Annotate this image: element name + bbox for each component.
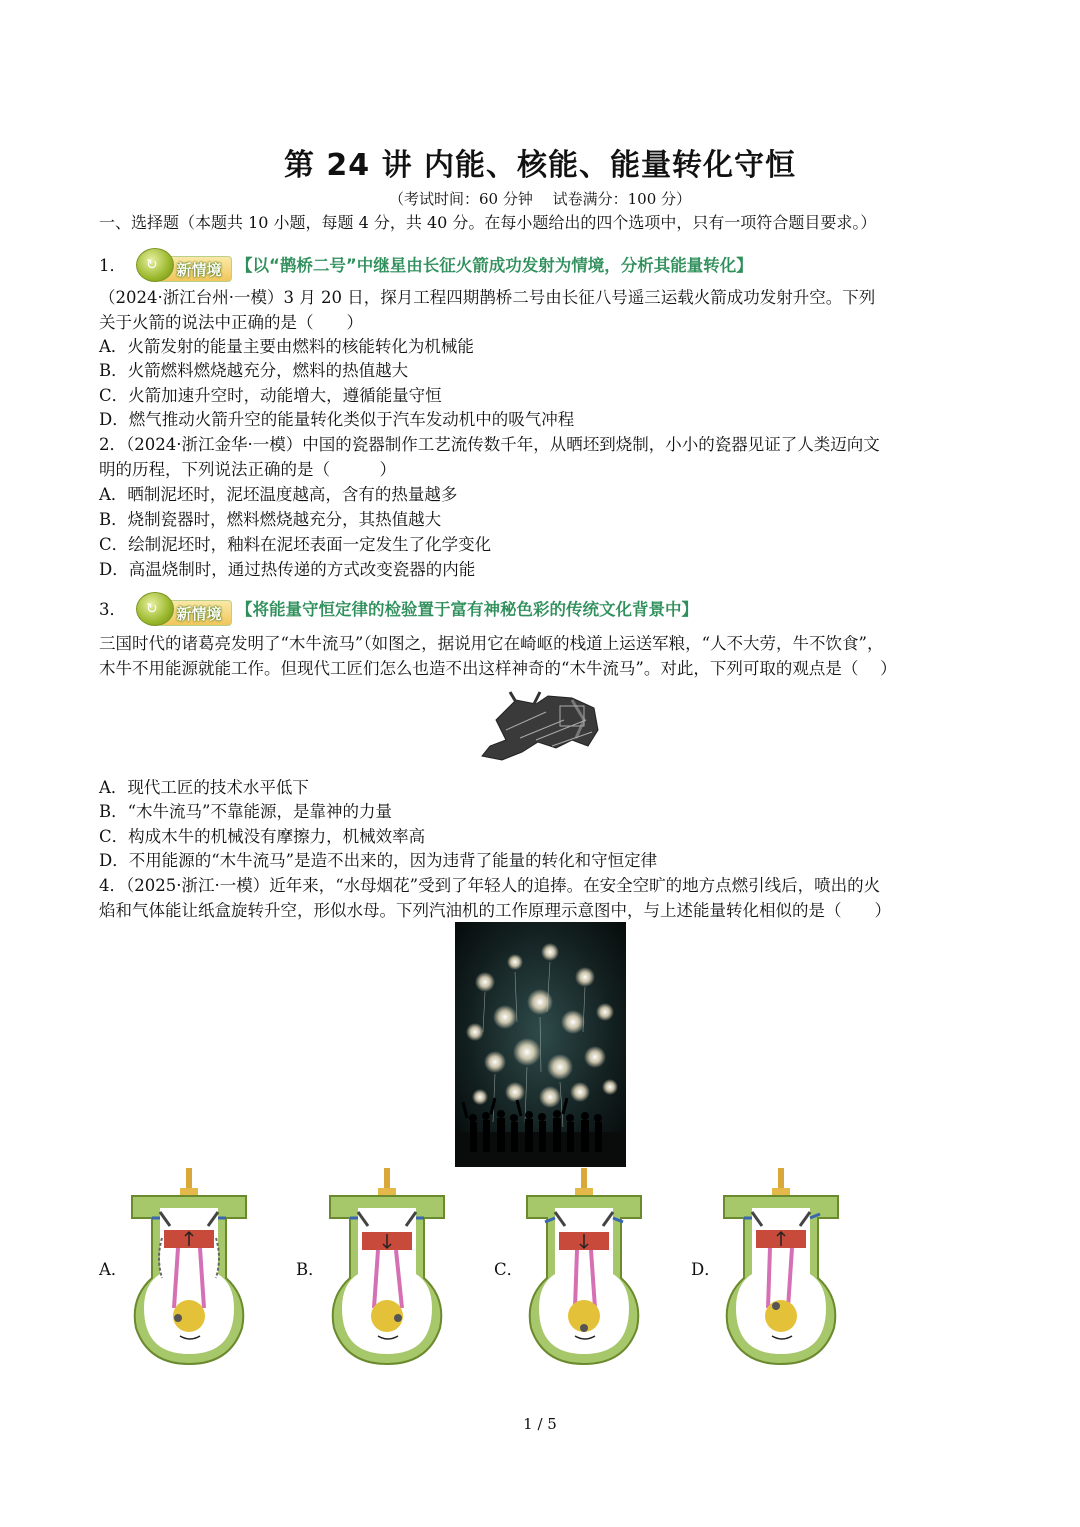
engine-diagram-c [525,1168,643,1366]
q1-tag: 【以“鹊桥二号”中继星由长征火箭成功发射为情境，分析其能量转化】 [236,256,753,275]
q1-option-b: B．火箭燃料燃烧越充分，燃料的热值越大 [99,361,409,380]
q1-option-a: A．火箭发射的能量主要由燃料的核能转化为机械能 [99,337,474,356]
q3-option-a: A．现代工匠的技术水平低下 [99,778,309,797]
badge-label: 新情境 [158,256,232,282]
wooden-ox-image [476,690,604,766]
q4-option-a-label: A． [99,1260,128,1279]
page-number: 1 / 5 [523,1415,557,1433]
exam-info: （考试时间：60 分钟 试卷满分：100 分） [388,190,692,208]
q4-stem-line: 焰和气体能让纸盒旋转升空，形似水母。下列汽油机的工作原理示意图中，与上述能量转化相似的是（ ） [99,901,891,920]
q2-stem-line: 2．（2024·浙江金华·一模）中国的瓷器制作工艺流传数千年，从晒坯到烧制，小小的瓷器见证了人类迈向文 [99,435,880,454]
new-context-badge [136,248,232,284]
engine-diagram-b [328,1168,446,1366]
q2-stem-line: 明的历程，下列说法正确的是（ ） [99,460,396,479]
q3-option-b: B．“木牛流马”不靠能源，是靠神的力量 [99,802,392,821]
badge-label: 新情境 [158,600,232,626]
engine-diagram-d [722,1168,840,1366]
section-heading: 一、选择题（本题共 10 小题，每题 4 分，共 40 分。在每小题给出的四个选项中，只有一项符合题目要求。） [99,213,877,232]
jellyfish-fireworks-photo [455,922,626,1167]
q3-tag: 【将能量守恒定律的检验置于富有神秘色彩的传统文化背景中】 [236,600,698,619]
q3-header [99,592,698,628]
q1-option-c: C．火箭加速升空时，动能增大，遵循能量守恒 [99,386,442,405]
q2-option-b: B．烧制瓷器时，燃料燃烧越充分，其热值越大 [99,510,442,529]
q2-option-a: A．晒制泥坯时，泥坯温度越高，含有的热量越多 [99,485,458,504]
q2-option-c: C．绘制泥坯时，釉料在泥坯表面一定发生了化学变化 [99,535,492,554]
q4-stem-line: 4．（2025·浙江·一模）近年来，“水母烟花”受到了年轻人的追捧。在安全空旷的地方点燃引线后，喷出的火 [99,876,881,895]
q1-stem-line: （2024·浙江台州·一模）3 月 20 日，探月工程四期鹊桥二号由长征八号遥三运载火箭成功发射升空。下列 [99,288,876,307]
page-title: 第 24 讲 内能、核能、能量转化守恒 [283,148,797,183]
q2-option-d: D．高温烧制时，通过热传递的方式改变瓷器的内能 [99,560,476,579]
q3-option-c: C．构成木牛的机械没有摩擦力，机械效率高 [99,827,426,846]
new-context-badge [136,592,232,628]
badge-icon: ↻ [136,248,174,282]
q4-option-d-label: D． [691,1260,721,1279]
engine-diagram-a [130,1168,248,1366]
q3-stem-line: 木牛不用能源就能工作。但现代工匠们怎么也造不出这样神奇的“木牛流马”。对此，下列可取的观点是（ ） [99,659,897,678]
q4-option-b-label: B． [296,1260,325,1279]
q1-header [99,248,753,284]
q1-stem-line: 关于火箭的说法中正确的是（ ） [99,313,363,332]
q1-number: 1． [99,256,126,275]
q4-option-c-label: C． [494,1260,524,1279]
q3-stem-line: 三国时代的诸葛亮发明了“木牛流马”（如图之，据说用它在崎岖的栈道上运送军粮，“人不大劳，牛不饮食”， [99,634,884,653]
badge-icon: ↻ [136,592,174,626]
q3-option-d: D．不用能源的“木牛流马”是造不出来的，因为违背了能量的转化和守恒定律 [99,851,658,870]
q1-option-d: D．燃气推动火箭升空的能量转化类似于汽车发动机中的吸气冲程 [99,410,575,429]
q3-number: 3． [99,600,126,619]
